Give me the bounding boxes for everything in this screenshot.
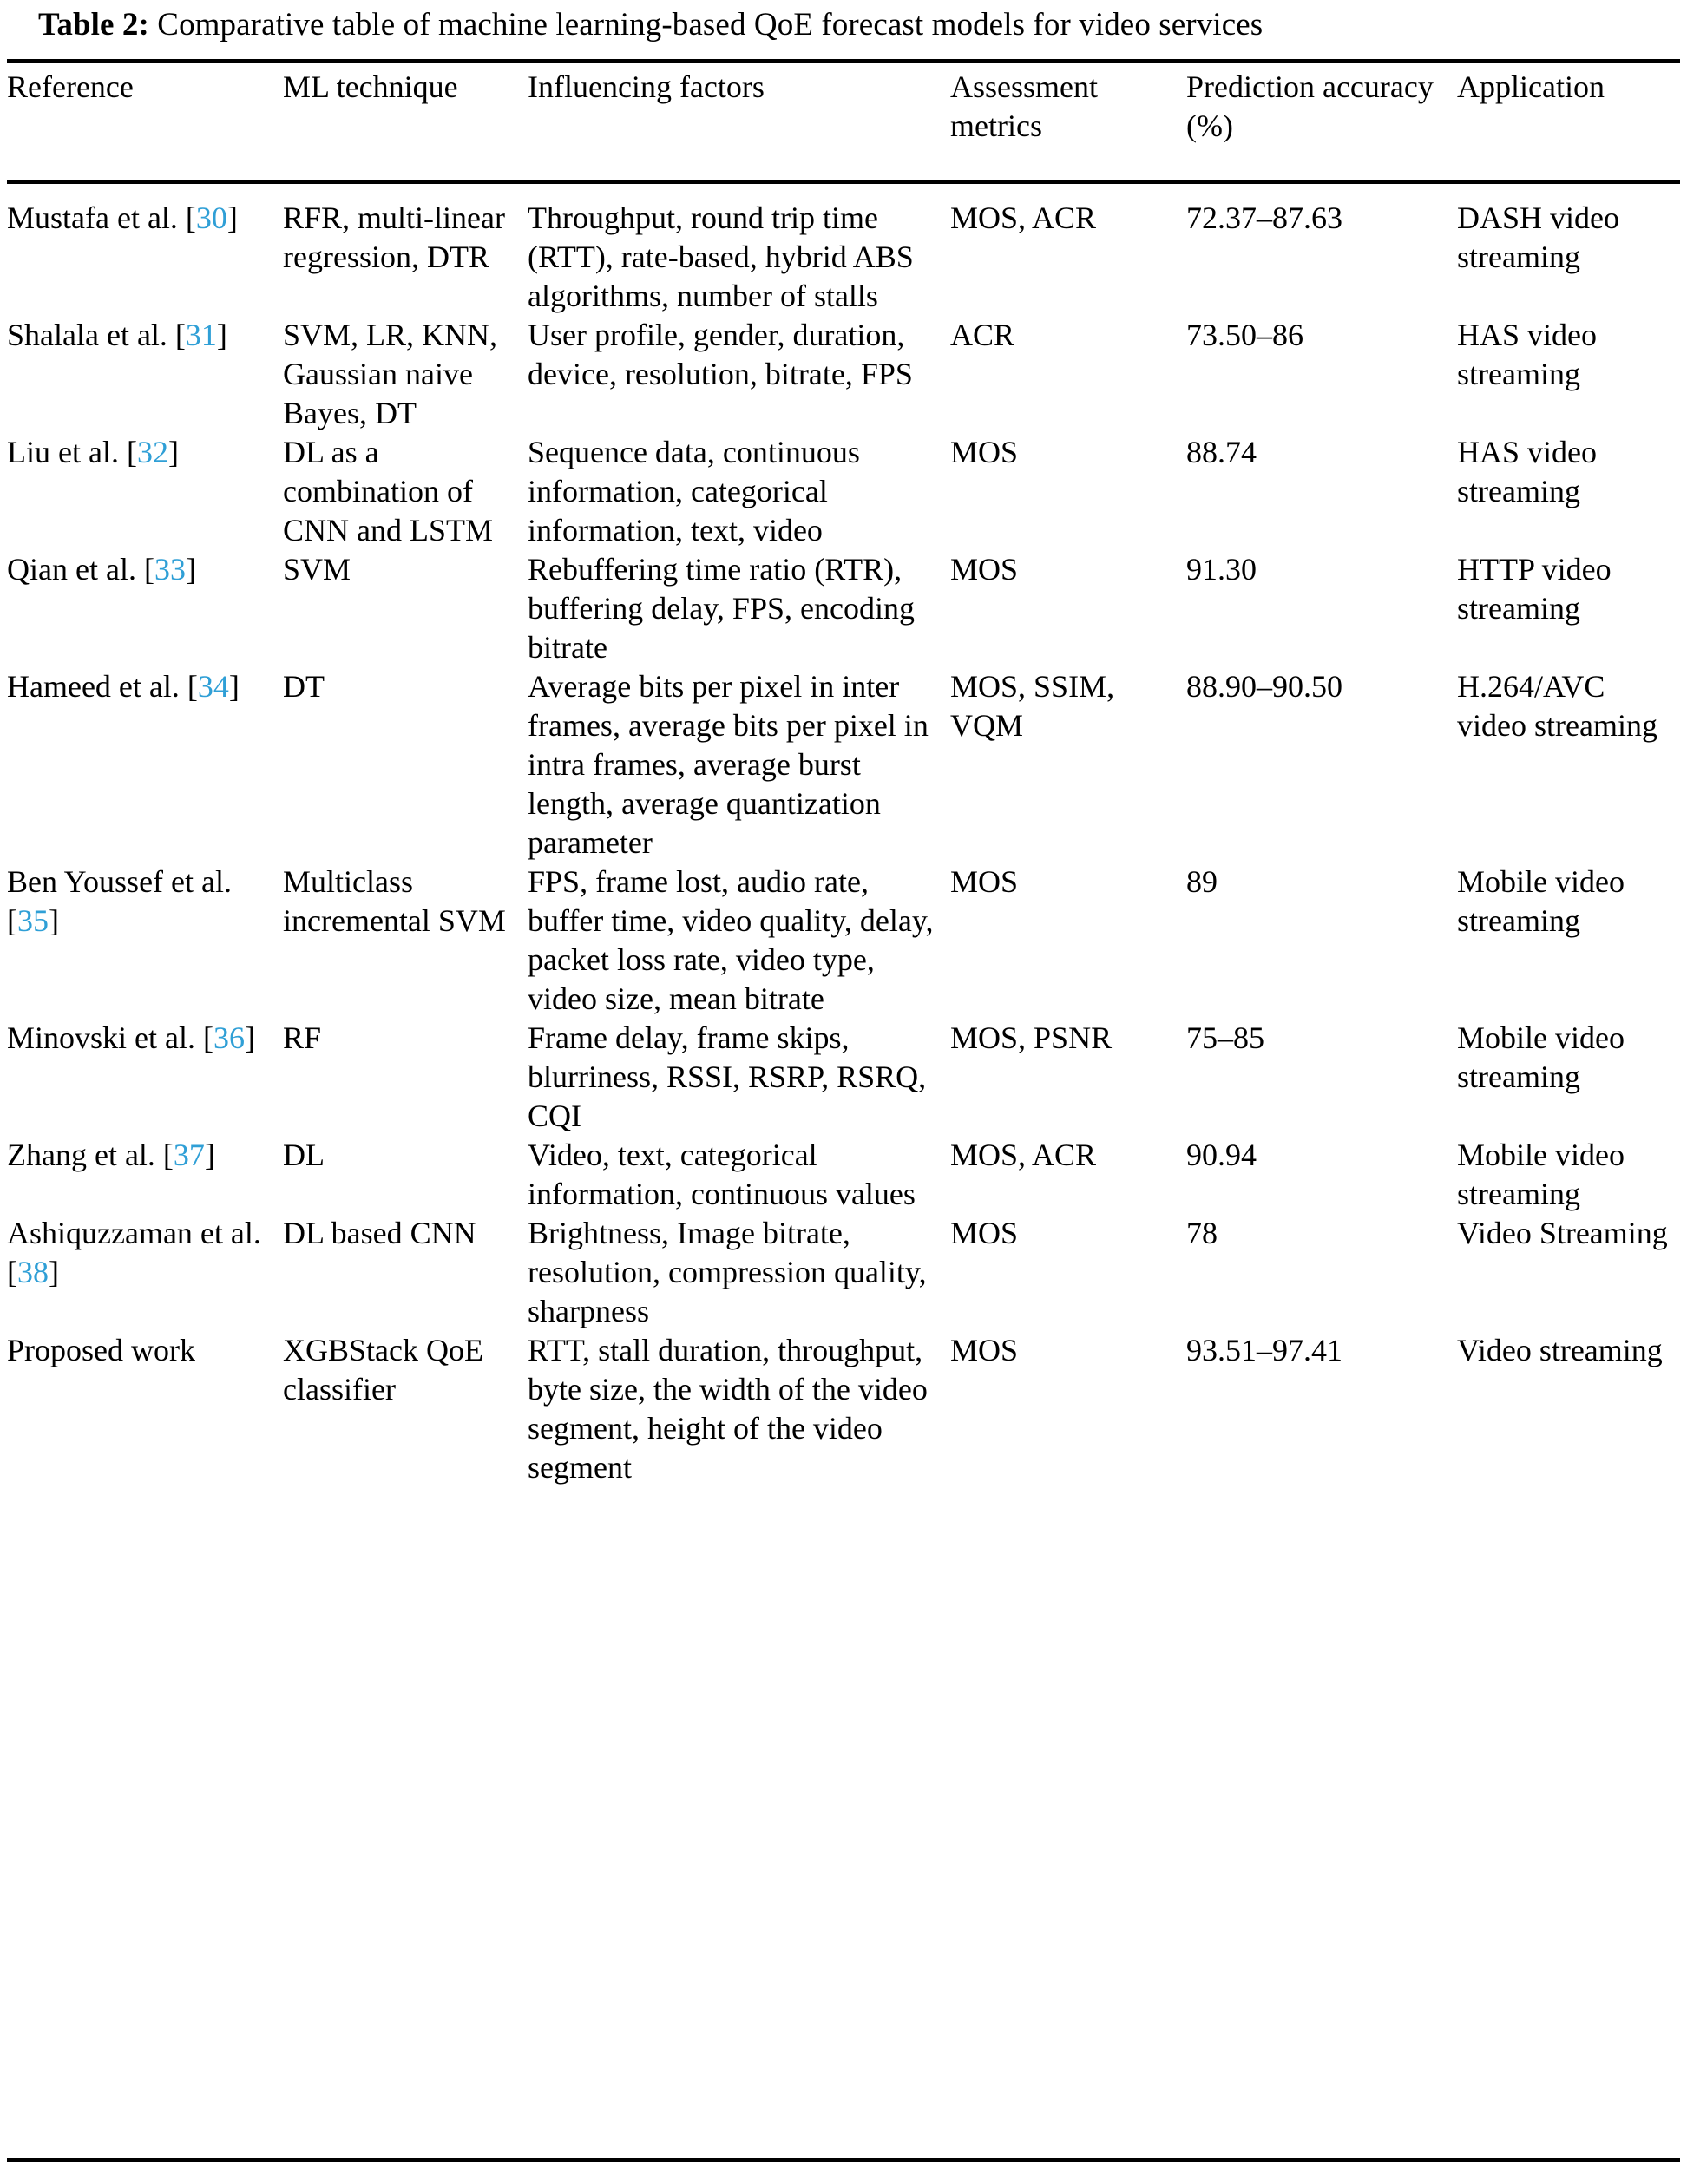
cell-application: Mobile video streaming [1457,1138,1625,1211]
reference-bracket-close: ] [49,1255,59,1289]
reference-name: Hameed et al. [ [7,669,198,704]
cell-application: H.264/AVC video streaming [1457,669,1657,743]
cell-reference [7,667,283,862]
reference-name: Minovski et al. [ [7,1020,213,1055]
table-row [7,316,1680,433]
reference-bracket-close: ] [185,552,196,587]
cell-assessment-metrics: MOS, PSNR [950,1020,1113,1055]
cell-assessment-metrics: MOS [950,435,1019,469]
cell-application: Mobile video streaming [1457,864,1625,938]
cell-application: HTTP video streaming [1457,552,1612,626]
cell-application: Video streaming [1457,1333,1663,1367]
cell-prediction-accuracy: 73.50–86 [1186,318,1303,352]
table-body [7,192,1680,1487]
cell-reference [7,1019,283,1136]
reference-citation-link[interactable]: 30 [195,200,227,235]
cell-reference [7,192,283,316]
cell-prediction-accuracy: 91.30 [1186,552,1257,587]
cell-application: HAS video streaming [1457,435,1597,508]
reference-name: Qian et al. [ [7,552,154,587]
table-row [7,667,1680,862]
cell-prediction-accuracy: 88.74 [1186,435,1257,469]
reference-citation-link[interactable]: 32 [136,435,168,469]
reference-name: Proposed work [7,1333,195,1367]
cell-assessment-metrics: ACR [950,318,1015,352]
cell-influencing-factors: Frame delay, frame skips, blurriness, RSSI, RSRP, RSRQ, CQI [528,1020,927,1133]
cell-influencing-factors: FPS, frame lost, audio rate, buffer time, video quality, delay, packet loss rate, video type, video size, mean bitrate [528,864,934,1016]
cell-influencing-factors: Brightness, Image bitrate, resolution, compression quality, sharpness [528,1216,927,1328]
column-header-assessment-metrics: Assessment metrics [950,69,1098,143]
reference-citation-link[interactable]: 36 [213,1020,245,1055]
reference-name: Zhang et al. [ [7,1138,174,1172]
table-row [7,433,1680,550]
table-caption-label: Table 2: [38,7,149,43]
reference-bracket-close: ] [216,318,227,352]
cell-influencing-factors: Throughput, round trip time (RTT), rate-based, hybrid ABS algorithms, number of stalls [528,200,914,313]
reference-name: Ashiquzzaman et al. [ [7,1216,261,1289]
table-caption-text: Comparative table of machine learning-based QoE forecast models for video services [157,7,1264,43]
cell-reference [7,1136,283,1214]
cell-ml-technique: SVM, LR, KNN, Gaussian naive Bayes, DT [283,318,498,430]
table-row [7,1331,1680,1487]
reference-name: Liu et al. [ [7,435,137,469]
cell-influencing-factors: Average bits per pixel in inter frames, average bits per pixel in intra frames, average burst length, average quantization parameter [528,669,929,860]
cell-prediction-accuracy: 93.51–97.41 [1186,1333,1342,1367]
cell-assessment-metrics: MOS [950,1333,1019,1367]
column-header-application: Application [1457,69,1605,104]
cell-assessment-metrics: MOS, SSIM, VQM [950,669,1115,743]
reference-name: Ben Youssef et al. [ [7,864,232,938]
cell-assessment-metrics: MOS [950,864,1019,899]
cell-ml-technique: RFR, multi-linear regression, DTR [283,200,505,274]
column-header-reference: Reference [7,69,134,104]
column-header-prediction-accuracy: Prediction accuracy (%) [1186,69,1434,143]
reference-bracket-close: ] [244,1020,255,1055]
reference-citation-link[interactable]: 37 [173,1138,205,1172]
cell-reference [7,1331,283,1487]
column-header-influencing-factors: Influencing factors [528,69,765,104]
reference-citation-link[interactable]: 34 [197,669,229,704]
cell-ml-technique: DT [283,669,325,704]
cell-ml-technique: RF [283,1020,322,1055]
table-row [7,1019,1680,1136]
cell-influencing-factors: Video, text, categorical information, continuous values [528,1138,916,1211]
table-rule-bottom [7,2158,1680,2162]
cell-assessment-metrics: MOS [950,1216,1019,1250]
cell-application: Video Streaming [1457,1216,1668,1250]
reference-citation-link[interactable]: 35 [17,903,49,938]
cell-prediction-accuracy: 89 [1186,864,1218,899]
reference-name: Shalala et al. [ [7,318,186,352]
cell-influencing-factors: RTT, stall duration, throughput, byte size, the width of the video segment, height of the video segment [528,1333,928,1485]
cell-application: DASH video streaming [1457,200,1619,274]
cell-reference [7,316,283,433]
table-row [7,1136,1680,1214]
cell-reference [7,433,283,550]
cell-prediction-accuracy: 88.90–90.50 [1186,669,1342,704]
cell-prediction-accuracy: 90.94 [1186,1138,1257,1172]
cell-reference [7,1214,283,1331]
cell-prediction-accuracy: 75–85 [1186,1020,1264,1055]
table-row [7,550,1680,667]
table-head [7,0,1680,192]
cell-application: Mobile video streaming [1457,1020,1625,1094]
cell-reference [7,550,283,667]
reference-citation-link[interactable]: 33 [154,552,186,587]
table-row [7,192,1680,316]
reference-name: Mustafa et al. [ [7,200,196,235]
table-row [7,1214,1680,1331]
cell-ml-technique: SVM [283,552,351,587]
qoe-comparison-table [7,0,1680,1487]
table-caption-spacer [7,0,1680,63]
cell-influencing-factors: Sequence data, continuous information, categorical information, text, video [528,435,860,548]
cell-prediction-accuracy: 78 [1186,1216,1218,1250]
table-header-rule-spacer [7,181,1680,192]
cell-influencing-factors: User profile, gender, duration, device, resolution, bitrate, FPS [528,318,913,391]
column-header-ml-technique: ML technique [283,69,458,104]
reference-bracket-close: ] [204,1138,215,1172]
cell-application: HAS video streaming [1457,318,1597,391]
table-row [7,862,1680,1019]
cell-assessment-metrics: MOS, ACR [950,1138,1097,1172]
cell-reference [7,862,283,1019]
cell-ml-technique: XGBStack QoE classifier [283,1333,483,1407]
cell-ml-technique: DL based CNN [283,1216,476,1250]
cell-prediction-accuracy: 72.37–87.63 [1186,200,1342,235]
reference-bracket-close: ] [49,903,59,938]
cell-assessment-metrics: MOS, ACR [950,200,1097,235]
reference-bracket-close: ] [167,435,179,469]
cell-ml-technique: Multiclass incremental SVM [283,864,506,938]
cell-ml-technique: DL [283,1138,325,1172]
table-header-row [7,63,1680,181]
cell-influencing-factors: Rebuffering time ratio (RTR), buffering delay, FPS, encoding bitrate [528,552,915,665]
cell-assessment-metrics: MOS [950,552,1019,587]
cell-ml-technique: DL as a combination of CNN and LSTM [283,435,493,548]
reference-bracket-close: ] [228,669,240,704]
reference-citation-link[interactable]: 38 [17,1255,49,1289]
reference-citation-link[interactable]: 31 [185,318,217,352]
reference-bracket-close: ] [226,200,238,235]
